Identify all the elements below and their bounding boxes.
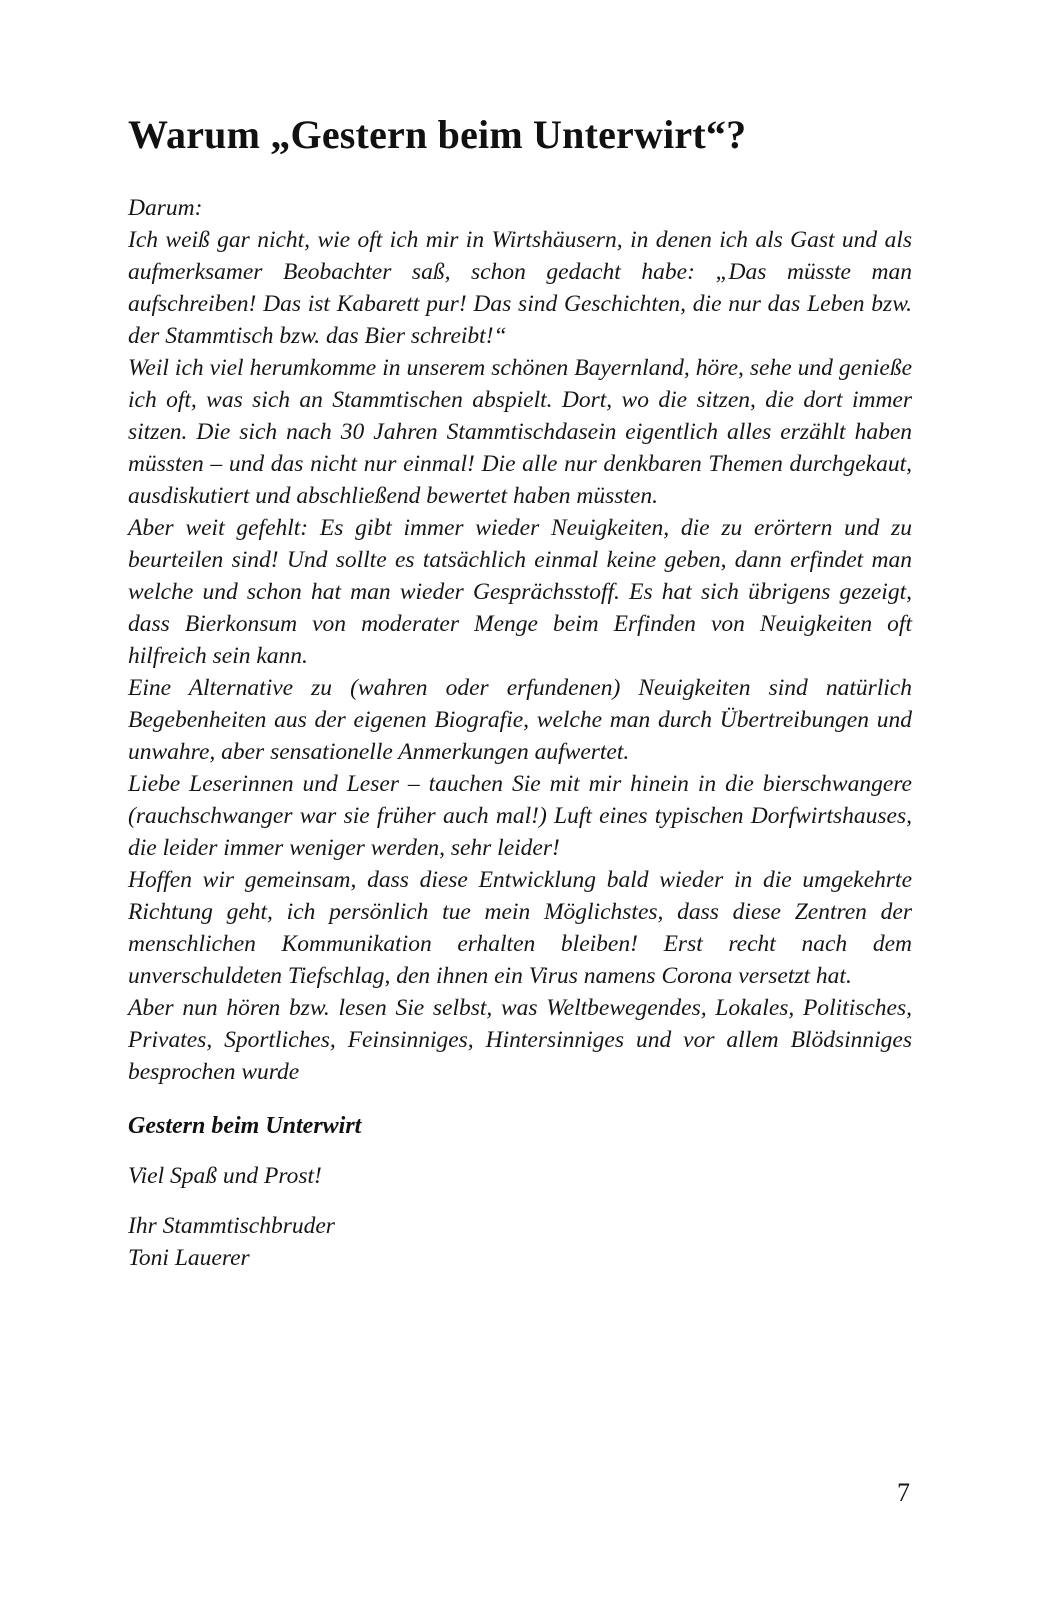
paragraph-alternative: Eine Alternative zu (wahren oder erfundenen) Neuigkeiten sind natürlich Begebenheiten aus der eigenen Biografie, welche man durch Übertreibungen und unwahre, aber sensationelle Anmerkungen aufwertet. xyxy=(128,675,912,765)
text-block xyxy=(128,112,912,1274)
paragraph-aber-nun: Aber nun hören bzw. lesen Sie selbst, was Weltbewegendes, Lokales, Politisches, Privates, Sportliches, Feinsinniges, Hintersinniges und vor allem Blödsinniges besprochen wurde xyxy=(128,995,912,1085)
signature-block xyxy=(128,1210,912,1274)
page-number: 7 xyxy=(897,1478,910,1507)
book-title-heading: Gestern beim Unterwirt xyxy=(128,1113,362,1139)
signature-line-2: Toni Lauerer xyxy=(128,1245,250,1271)
page-title: Warum „Gestern beim Unterwirt“? xyxy=(128,112,747,157)
closing-line: Viel Spaß und Prost! xyxy=(128,1163,322,1189)
paragraph-neuigkeiten: Aber weit gefehlt: Es gibt immer wieder Neuigkeiten, die zu erörtern und zu beurteilen sind! Und sollte es tatsächlich einmal keine geben, dann erfindet man welche und schon hat man wieder Gesprächsstoff. Es hat sich übrigens gezeigt, dass Bierkonsum von moderater Menge beim Erfinden von Neuigkeiten oft hilfreich sein kann. xyxy=(128,515,912,669)
paragraph-intro: Ich weiß gar nicht, wie oft ich mir in Wirtshäusern, in denen ich als Gast und als aufmerksamer Beobachter saß, schon gedacht habe: „Das müsste man aufschreiben! Das ist Kabarett pur! Das sind Geschichten, die nur das Leben bzw. der Stammtisch bzw. das Bier schreibt!“ xyxy=(128,227,912,349)
signature-line-1: Ihr Stammtischbruder xyxy=(128,1213,335,1239)
paragraph-darum: Darum: xyxy=(128,195,203,221)
paragraph-leserinnen: Liebe Leserinnen und Leser – tauchen Sie mit mir hinein in die bierschwangere (rauchschwanger war sie früher auch mal!) Luft eines typischen Dorfwirtshauses, die leider immer weniger werden, sehr leider! xyxy=(128,771,912,861)
paragraph-hoffen: Hoffen wir gemeinsam, dass diese Entwicklung bald wieder in die umgekehrte Richtung geht, ich persönlich tue mein Möglichstes, dass diese Zentren der menschlichen Kommunikation erhalten bleiben! Erst recht nach dem unverschuldeten Tiefschlag, den ihnen ein Virus namens Corona versetzt hat. xyxy=(128,867,912,989)
paragraph-bayernland: Weil ich viel herumkomme in unserem schönen Bayernland, höre, sehe und genieße ich oft, was sich an Stammtischen abspielt. Dort, wo die sitzen, die dort immer sitzen. Die sich nach 30 Jahren Stammtischdasein eigentlich alles erzählt haben müssten – und das nicht nur einmal! Die alle nur denkbaren Themen durchgekaut, ausdiskutiert und abschließend bewertet haben müssten. xyxy=(128,355,912,509)
body-text xyxy=(128,192,912,1088)
